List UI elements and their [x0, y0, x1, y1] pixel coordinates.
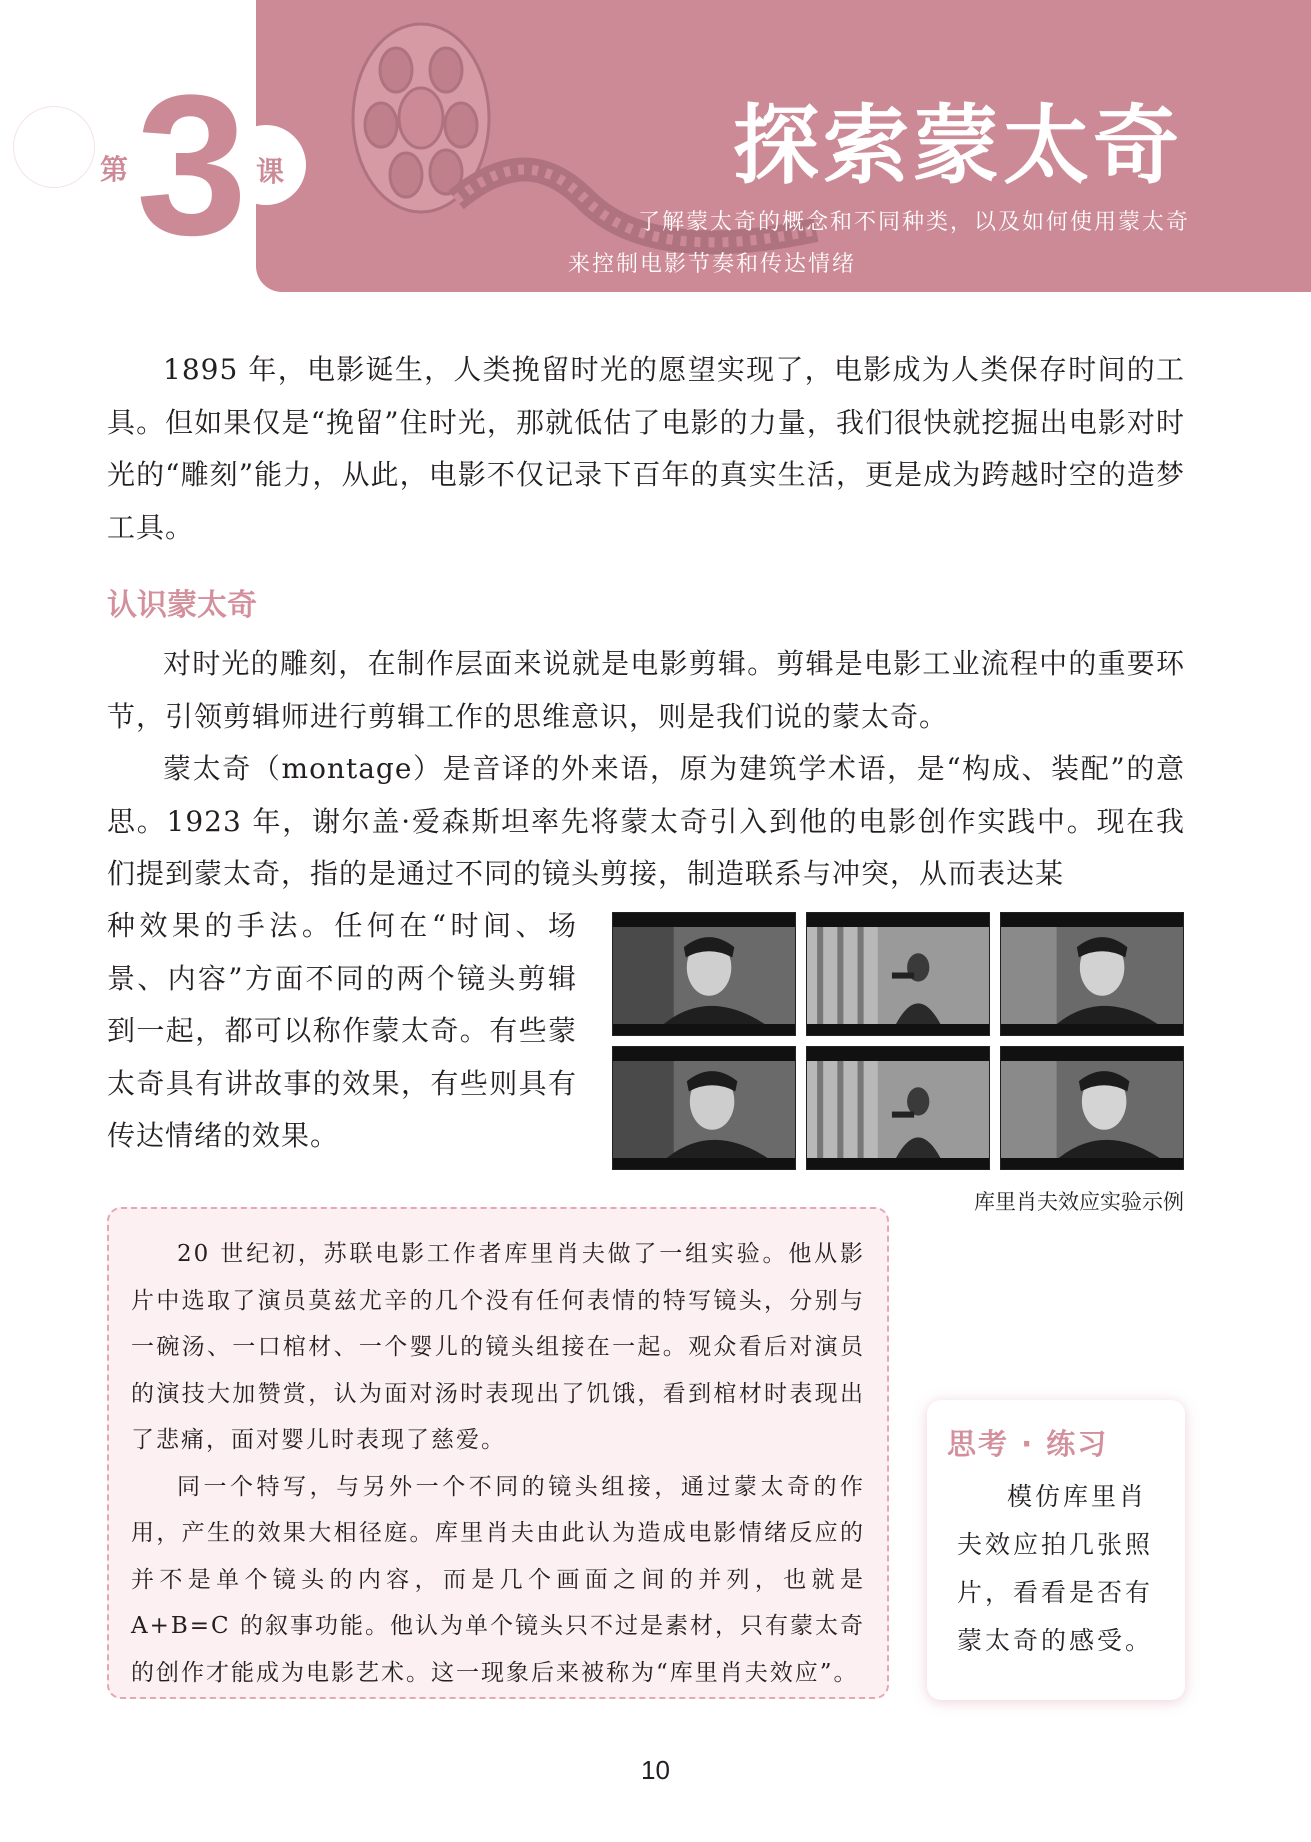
story-paragraph-1: 20 世纪初，苏联电影工作者库里肖夫做了一组实验。他从影片中选取了演员莫兹尤辛的几个没有任何表情的特写镜头，分别与一碗汤、一口棺材、一个婴儿的镜头组接在一起。观众看后对演员的演技大加赞赏，认为面对汤时表现出了饥饿，看到棺材时表现出了悲痛，面对婴儿时表现了慈爱。: [131, 1241, 865, 1453]
section-paragraph-1: 对时光的雕刻，在制作层面来说就是电影剪辑。剪辑是电影工业流程中的重要环节，引领剪辑师进行剪辑工作的思维意识，则是我们说的蒙太奇。: [107, 647, 1185, 733]
section-paragraph-2: 蒙太奇（montage）是音译的外来语，原为建筑学术语，是“构成、装配”的意思。1923 年，谢尔盖·爱森斯坦率先将蒙太奇引入到他的电影创作实践中。现在我们提到蒙太奇，指的是通过不同的镜头剪接，制造联系与冲突，从而表达某: [107, 752, 1185, 890]
lesson-prefix: 第: [100, 153, 129, 186]
film-still-face-1: [612, 912, 796, 1036]
face-still-image: [1001, 927, 1183, 1024]
figure-caption: 库里肖夫效应实验示例: [974, 1190, 1184, 1214]
film-still-gun-2: [806, 1046, 990, 1170]
section-heading: 认识蒙太奇: [107, 588, 257, 623]
lesson-number: 3: [136, 54, 248, 277]
kuleshov-figure: [612, 912, 1184, 1170]
think-text: 模仿库里肖夫效应拍几张照片，看看是否有蒙太奇的感受。: [957, 1482, 1154, 1655]
gunman-still-image: [807, 927, 989, 1024]
lesson-subtitle: [560, 202, 1190, 286]
section-paragraph-2-continued: 种效果的手法。任何在“时间、场景、内容”方面不同的两个镜头剪辑到一起，都可以称作蒙太奇。有些蒙太奇具有讲故事的效果，有些则具有传达情绪的效果。: [107, 909, 577, 1152]
face-still-image: [613, 1061, 795, 1158]
badge-circle-left: [14, 107, 94, 187]
lesson-subtitle-line1: 了解蒙太奇的概念和不同种类，以及如何使用蒙太奇: [637, 210, 1190, 235]
lesson-subtitle-line2: 来控制电影节奏和传达情绪: [568, 252, 857, 277]
think-practice-card: [927, 1400, 1185, 1700]
film-still-face-3: [612, 1046, 796, 1170]
think-title: 思考 · 练习: [947, 1427, 1109, 1461]
lesson-title: 探索蒙太奇: [733, 95, 1183, 196]
kuleshov-story-box: [107, 1207, 889, 1699]
story-paragraph-2: 同一个特写，与另外一个不同的镜头组接，通过蒙太奇的作用，产生的效果大相径庭。库里肖夫由此认为造成电影情绪反应的并不是单个镜头的内容，而是几个画面之间的并列，也就是 A+B=C 的叙事功能。他认为单个镜头只不过是素材，只有蒙太奇的创作才能成为电影艺术。这一现象后来被称为“库里肖夫效应”。: [131, 1473, 865, 1686]
intro-paragraph: 1895 年，电影诞生，人类挽留时光的愿望实现了，电影成为人类保存时间的工具。但如果仅是“挽留”住时光，那就低估了电影的力量，我们很快就挖掘出电影对时光的“雕刻”能力，从此，电影不仅记录下百年的真实生活，更是成为跨越时空的造梦工具。: [107, 353, 1185, 544]
film-still-face-2: [1000, 912, 1184, 1036]
lesson-suffix: 课: [256, 155, 285, 188]
film-still-gun-1: [806, 912, 990, 1036]
film-still-face-4: [1000, 1046, 1184, 1170]
face-still-image: [613, 927, 795, 1024]
page-number: 10: [641, 1755, 670, 1785]
gunman-still-image: [807, 1061, 989, 1158]
face-still-image: [1001, 1061, 1183, 1158]
